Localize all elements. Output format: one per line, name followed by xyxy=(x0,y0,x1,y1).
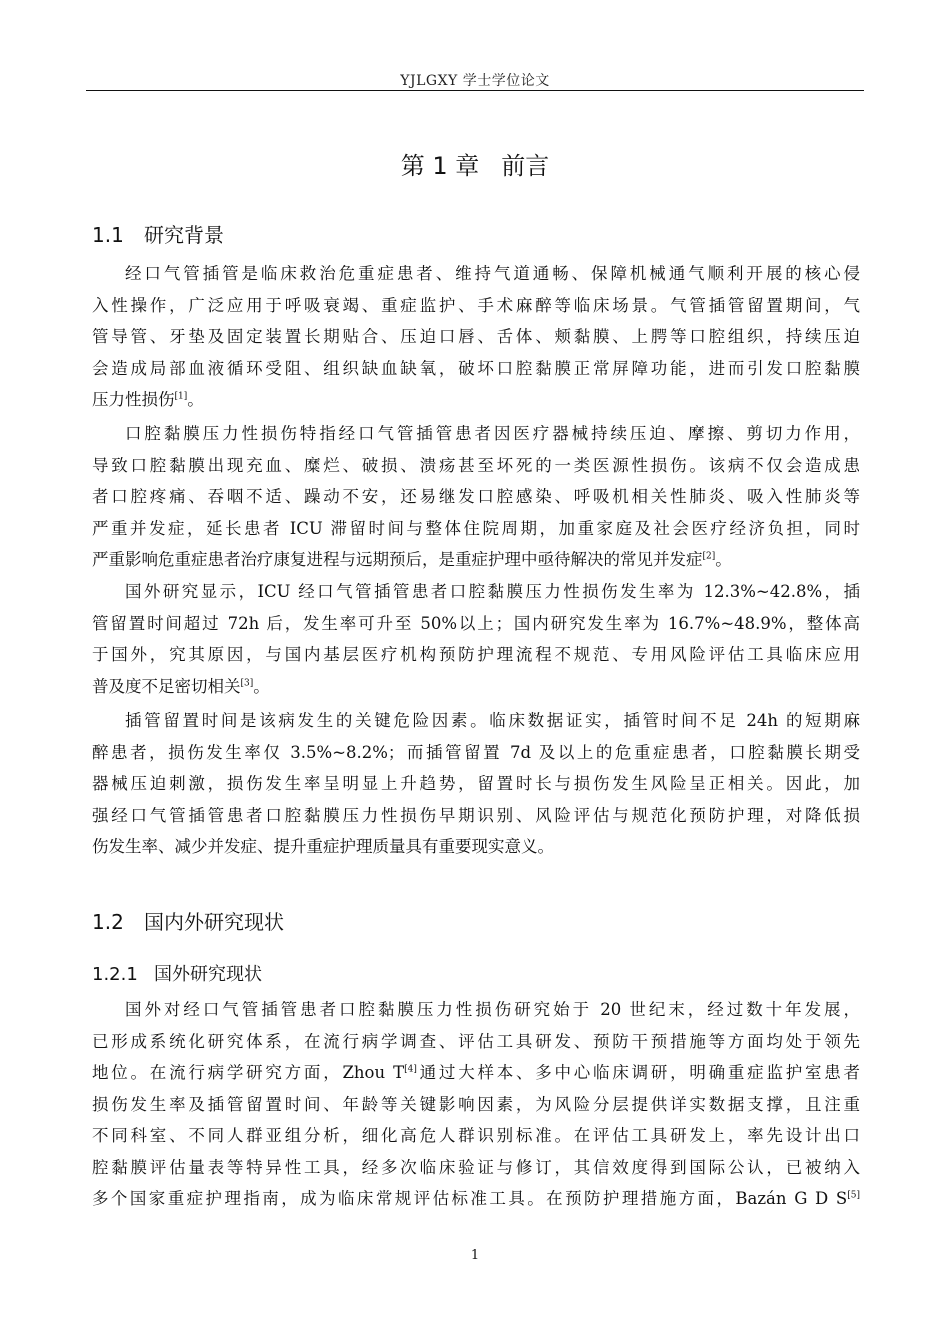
text-line: 导致口腔黏膜出现充血、糜烂、破损、溃疡甚至坏死的一类医源性损伤。该病不仅会造成患 xyxy=(92,455,860,475)
text-line: 醉患者，损伤发生率仅 3.5%~8.2%；而插管留置 7d 及以上的危重症患者，口腔黏膜长期受 xyxy=(92,742,860,762)
text-line: 管留置时间超过 72h 后，发生率可升至 50%以上；国内研究发生率为 16.7%~48.9%，整体高 xyxy=(92,613,860,633)
paragraph-5 xyxy=(92,994,860,1215)
text-line: 不同科室、不同人群亚组分析，细化高危人群识别标准。在评估工具研发上，率先设计出口 xyxy=(92,1126,860,1145)
paragraph-2 xyxy=(92,418,860,576)
text-line: 国外对经口气管插管患者口腔黏膜压力性损伤研究始于 20 世纪末，经过数十年发展， xyxy=(125,1000,860,1019)
text-run: 。 xyxy=(187,390,204,409)
paragraph-3 xyxy=(92,576,860,702)
text-line: 口腔黏膜压力性损伤特指经口气管插管患者因医疗器械持续压迫、摩擦、剪切力作用， xyxy=(125,424,860,443)
text-line xyxy=(92,544,860,576)
citation: [2] xyxy=(702,551,716,562)
citation: [3] xyxy=(240,678,254,688)
paragraph-4 xyxy=(92,705,860,863)
text-line: 国外研究显示，ICU 经口气管插管患者口腔黏膜压力性损伤发生率为 12.3%~42.8%，插 xyxy=(125,582,860,601)
text-run: 。 xyxy=(253,676,270,696)
text-line: 腔黏膜评估量表等特异性工具，经多次临床验证与修订，其信效度得到国际公认，已被纳入 xyxy=(92,1157,860,1177)
page-number: 1 xyxy=(470,1248,480,1263)
text-line: 强经口气管插管患者口腔黏膜压力性损伤早期识别、风险评估与规范化预防护理，对降低损 xyxy=(92,805,860,825)
section-heading-1-2-1 xyxy=(92,960,262,986)
section-title: 研究背景 xyxy=(144,223,224,247)
text-line: 于国外，究其原因，与国内基层医疗机构预防护理流程不规范、专用风险评估工具临床应用 xyxy=(92,645,860,664)
text-line: 损伤发生率及插管留置时间、年龄等关键影响因素，为风险分层提供详实数据支撑，且注重 xyxy=(92,1094,860,1114)
citation: [4] xyxy=(404,1064,417,1075)
citation: [5] xyxy=(847,1190,860,1201)
chapter-number: 第 1 章 xyxy=(400,152,480,180)
text-line: 者口腔疼痛、吞咽不适、躁动不安，还易继发口腔感染、呼吸机相关性肺炎、吸入性肺炎等 xyxy=(92,487,860,506)
text-run: 地位。在流行病学研究方面，Zhou T xyxy=(92,1063,405,1082)
chapter-name: 前言 xyxy=(501,152,550,180)
text-line: 插管留置时间是该病发生的关键危险因素。临床数据证实，插管时间不足 24h 的短期麻 xyxy=(125,711,860,730)
text-run: 多个国家重症护理指南，成为临床常规评估标准工具。在预防护理措施方面，Bazán G D S xyxy=(92,1189,848,1208)
text-line: 会造成局部血液循环受阻、组织缺血缺氧，破坏口腔黏膜正常屏障功能，进而引发口腔黏膜 xyxy=(92,358,860,378)
text-line: 器械压迫刺激，损伤发生率呈明显上升趋势，留置时长与损伤发生风险呈正相关。因此，加 xyxy=(92,774,860,793)
section-title: 国内外研究现状 xyxy=(144,910,284,934)
text-line xyxy=(92,384,860,416)
text-line xyxy=(92,671,860,703)
text-line: 入性操作，广泛应用于呼吸衰竭、重症监护、手术麻醉等临床场景。气管插管留置期间，气 xyxy=(92,295,860,315)
text-line: 管导管、牙垫及固定装置长期贴合、压迫口唇、舌体、颊黏膜、上腭等口腔组织，持续压迫 xyxy=(92,327,860,346)
section-number: 1.2.1 xyxy=(92,964,138,985)
text-line xyxy=(92,1183,860,1215)
section-number: 1.2 xyxy=(92,910,124,934)
text-line: 已形成系统化研究体系，在流行病学调查、评估工具研发、预防干预措施等方面均处于领先 xyxy=(92,1031,860,1051)
text-run: 压力性损伤 xyxy=(92,390,175,409)
text-line: 经口气管插管是临床救治危重症患者、维持气道通畅、保障机械通气顺利开展的核心侵 xyxy=(125,264,860,283)
text-run: 普及度不足密切相关 xyxy=(92,676,241,696)
paragraph-1 xyxy=(92,258,860,416)
text-run: 严重影响危重症患者治疗康复进程与远期预后，是重症护理中亟待解决的常见并发症 xyxy=(92,550,703,569)
section-heading-1-1 xyxy=(92,219,224,248)
section-title: 国外研究现状 xyxy=(154,964,262,985)
text-line: 伤发生率、减少并发症、提升重症护理质量具有重要现实意义。 xyxy=(92,837,554,856)
text-run: 通过大样本、多中心临床调研，明确重症监护室患者 xyxy=(416,1063,861,1082)
text-line: 严重并发症，延长患者 ICU 滞留时间与整体住院周期，加重家庭及社会医疗经济负担，同时 xyxy=(92,518,860,538)
citation: [1] xyxy=(174,391,188,402)
text-run: 。 xyxy=(715,550,732,569)
chapter-title xyxy=(0,146,950,181)
running-header: YJLGXY 学士学位论文 xyxy=(400,73,550,89)
header-rule xyxy=(86,90,864,91)
section-heading-1-2 xyxy=(92,906,284,935)
section-number: 1.1 xyxy=(92,223,124,247)
text-line xyxy=(92,1057,860,1089)
